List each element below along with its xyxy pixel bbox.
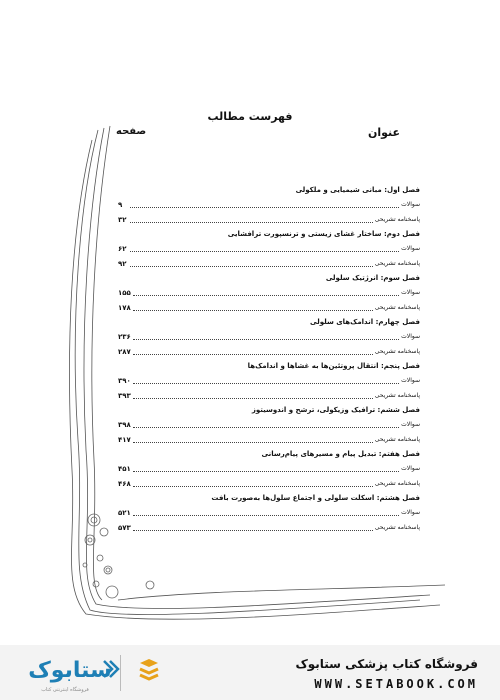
toc-page-number: ۳۹۳ — [118, 391, 131, 400]
toc-chapter-title: فصل هشتم: اسکلت سلولی و اجتماع سلول‌ها به‌صورت بافت — [211, 494, 420, 502]
toc-entry[interactable] — [118, 417, 420, 432]
dot-leader — [133, 289, 399, 296]
dot-leader — [133, 480, 373, 487]
toc-chapter-title: فصل ششم: ترافیک وزیکولی، ترشح و اندوسیتوز — [251, 406, 420, 414]
toc-entry-label: سوالات — [401, 377, 420, 384]
column-header-title: عنوان — [367, 126, 400, 139]
toc-entry-label: پاسخنامه تشریحی — [374, 216, 420, 223]
toc-entry-label: پاسخنامه تشریحی — [374, 436, 420, 443]
toc-page-number: ۳۹۸ — [118, 420, 131, 429]
toc-page-number: ۴۱۷ — [118, 435, 131, 444]
toc-entry-label: سوالات — [401, 201, 420, 208]
dot-leader — [133, 348, 373, 355]
toc-entry[interactable] — [118, 476, 420, 491]
logo-subtitle: فروشگاه اینترنتی کتاب — [41, 687, 89, 693]
store-footer — [0, 645, 500, 700]
setabook-logo-mark — [28, 651, 128, 691]
dot-leader — [133, 509, 399, 516]
toc-entry[interactable] — [118, 344, 420, 359]
toc-entry[interactable] — [118, 256, 420, 271]
dot-leader — [133, 421, 399, 428]
toc-chapter-title: فصل هفتم: تبدیل پیام و مسیرهای پیام‌رسانی — [261, 450, 420, 458]
toc-entry[interactable] — [118, 241, 420, 256]
toc-page-number: ۲۳۶ — [118, 332, 131, 341]
dot-leader — [130, 201, 399, 208]
dot-leader — [133, 524, 373, 531]
toc-page-number: ۱۵۵ — [118, 288, 131, 297]
store-name: فروشگاه کتاب پزشکی ستابوک — [295, 657, 478, 671]
toc-chapter-title: فصل سوم: انرژتیک سلولی — [325, 274, 420, 282]
dot-leader — [130, 260, 373, 267]
toc-entry-label: سوالات — [401, 465, 420, 472]
toc-page-number: ۵۲۱ — [118, 508, 131, 517]
toc-entry[interactable] — [118, 300, 420, 315]
toc-page-number: ۴۵۱ — [118, 464, 131, 473]
toc-page-number: ۱۷۸ — [118, 303, 131, 312]
toc-entry[interactable] — [118, 329, 420, 344]
toc-chapter-title: فصل چهارم: اندامک‌های سلولی — [309, 318, 420, 326]
toc-page-number: ۹ — [118, 200, 123, 209]
toc-entry[interactable] — [118, 285, 420, 300]
toc-entry[interactable] — [118, 461, 420, 476]
toc-entry-label: پاسخنامه تشریحی — [374, 348, 420, 355]
toc-entry[interactable] — [118, 388, 420, 403]
dot-leader — [130, 216, 373, 223]
toc-entry[interactable] — [118, 373, 420, 388]
dot-leader — [133, 377, 399, 384]
toc-entry-label: سوالات — [401, 509, 420, 516]
toc-entry-label: سوالات — [401, 289, 420, 296]
toc-entry[interactable] — [118, 197, 420, 212]
toc-chapter-title: فصل اول: مبانی شیمیایی و ملکولی — [295, 186, 420, 194]
toc-entry-label: سوالات — [401, 245, 420, 252]
toc-entry-label: پاسخنامه تشریحی — [374, 480, 420, 487]
dot-leader — [133, 304, 373, 311]
toc-page-number: ۴۶۸ — [118, 479, 131, 488]
footer-divider — [120, 655, 121, 691]
dot-leader — [133, 392, 373, 399]
logo-text: ستابوک — [28, 658, 112, 683]
toc-page-number: ۳۹۰ — [118, 376, 131, 385]
store-url[interactable]: WWW.SETABOOK.COM — [314, 677, 478, 691]
toc-entry[interactable] — [118, 432, 420, 447]
toc-entry[interactable] — [118, 505, 420, 520]
table-of-contents — [118, 183, 420, 535]
toc-entry-label: سوالات — [401, 333, 420, 340]
toc-page-number: ۹۲ — [118, 259, 127, 268]
toc-entry[interactable] — [118, 212, 420, 227]
toc-entry-label: سوالات — [401, 421, 420, 428]
toc-page-number: ۵۷۳ — [118, 523, 131, 532]
toc-page-number: ۲۸۷ — [118, 347, 131, 356]
toc-chapter-title: فصل دوم: ساختار غشای زیستی و ترنسپورت ترافشایی — [227, 230, 420, 238]
dot-leader — [130, 245, 399, 252]
dot-leader — [133, 333, 399, 340]
column-header-page: صفحه — [116, 126, 147, 137]
page-title: فهرست مطالب — [207, 110, 293, 123]
toc-entry-label: پاسخنامه تشریحی — [374, 304, 420, 311]
dot-leader — [133, 465, 399, 472]
toc-entry-label: پاسخنامه تشریحی — [374, 260, 420, 267]
toc-entry-label: پاسخنامه تشریحی — [374, 392, 420, 399]
toc-chapter-title: فصل پنجم: انتقال پروتئین‌ها به غشاها و اندامک‌ها — [247, 362, 420, 370]
book-stack-icon — [138, 657, 160, 687]
toc-entry-label: پاسخنامه تشریحی — [374, 524, 420, 531]
toc-entry[interactable] — [118, 520, 420, 535]
dot-leader — [133, 436, 373, 443]
toc-page-number: ۶۲ — [118, 244, 127, 253]
toc-page-number: ۳۲ — [118, 215, 127, 224]
